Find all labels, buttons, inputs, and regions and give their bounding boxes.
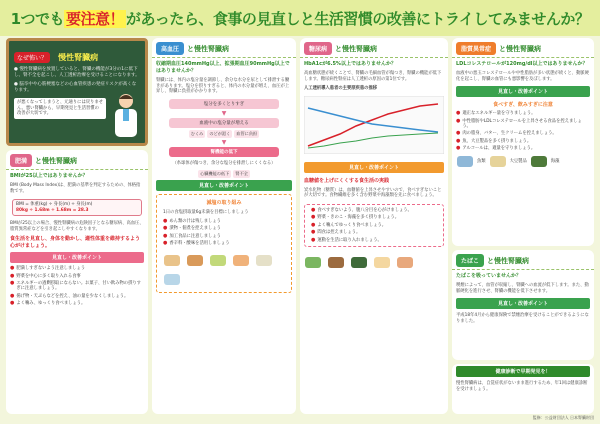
fat-title: 食べすぎ、飲みすぎに注意 xyxy=(493,102,553,109)
dyslipidemia-title: と慢性腎臓病 xyxy=(499,44,542,53)
sugar-tip-text: 食べすぎないよう、腹八分目を心がけましょう。 xyxy=(317,207,412,213)
flow-end-item: 心臓機能の低下 xyxy=(200,171,230,177)
fat-item xyxy=(452,110,594,117)
salt-item-text: 香辛料・酸味を活用しましょう xyxy=(169,241,230,247)
diabetes-point-bar: 見直し・改善ポイント xyxy=(304,162,444,173)
flow-item: 血管に負担 xyxy=(236,130,258,136)
diabetes-text: 高血糖状態が続くことで、腎臓の毛細血管が傷つき、腎臓の機能が低下します。糖尿病性腎症は人工透析の原因の第1位です。 xyxy=(304,71,442,82)
diabetes-food-images xyxy=(300,250,448,273)
bullet-icon: ● xyxy=(456,145,461,152)
sugar-tip-text: 野菜・きのこ・海藻を多く摂りましょう。 xyxy=(317,215,400,221)
chalk-heading: 慢性腎臓病 xyxy=(58,53,99,62)
fat-item-text: アルコールは、適量を守りましょう。 xyxy=(462,146,536,152)
sugar-tip xyxy=(307,222,441,229)
flow-end-item: 腎不全 xyxy=(235,171,248,177)
tobacco-header xyxy=(452,250,594,270)
sugar-tip-text: 運動を生活に取り入れましょう。 xyxy=(317,237,382,243)
hypertension-panel xyxy=(152,38,296,414)
meal-icon xyxy=(397,257,413,268)
sugar-title: 血糖値を上げにくくする食生活の実践 xyxy=(304,177,390,184)
fat-item-text: 中性脂肪やLDLコレステロールを上昇させる食品を控えましょう。 xyxy=(462,118,582,129)
bmi-example: 80kg ÷ 1.68m ÷ 1.68m = 28.3 xyxy=(16,207,89,213)
seaweed-icon xyxy=(351,257,367,268)
obesity-point-bar: 見直し・改善ポイント xyxy=(10,252,144,263)
title-suffix: があったら、食事の見直しと生活習慣の改善にトライしてみませんか？ xyxy=(126,9,590,28)
obesity-panel xyxy=(6,150,148,414)
bullet-icon: ● xyxy=(10,280,15,286)
title-prefix: 1つでも xyxy=(10,9,64,28)
flow-mid: 血液中の塩分量が増える xyxy=(169,118,279,128)
fat-item-text: 肉の脂身、バター、生クリームを控えましょう。 xyxy=(462,131,557,137)
column-hypertension xyxy=(152,38,296,418)
bullet-icon: ● xyxy=(163,225,168,232)
bullet-icon: ● xyxy=(10,300,15,307)
obesity-tip-text: よく噛み、ゆっくり食べましょう。 xyxy=(16,301,86,307)
salt-title: 減塩の取り組み xyxy=(206,200,242,207)
sugar-tip xyxy=(307,214,441,221)
hypertension-point-bar: 見直し・改善ポイント xyxy=(156,180,292,191)
footer: 監修：公益財団法人 日本腎臓財団 xyxy=(532,415,594,420)
obesity-tip xyxy=(6,280,148,293)
checkup-bar: 健康診断で早期発見を！ xyxy=(456,366,590,377)
salt-item xyxy=(159,233,289,240)
flow-note: （糸球体が傷つき、余分な塩分を排泄しにくくなる） xyxy=(172,160,276,166)
obesity-tip-text: 揚げ物・天ぷらなどを控え、油の量を少なくしましょう。 xyxy=(16,293,129,299)
sugar-tips-box xyxy=(304,204,444,247)
chalkboard xyxy=(6,38,148,146)
fat-item xyxy=(452,130,594,137)
bullet-icon: ● xyxy=(163,217,168,224)
salt-item-text: 加工食品に注意しましょう xyxy=(169,233,221,239)
chart-caption: 人工透析導入患者の主要原疾患の推移 xyxy=(304,86,378,92)
hypertension-header xyxy=(152,38,296,58)
arrow-down-icon: ▼ xyxy=(221,138,227,146)
fish-icon xyxy=(457,156,473,167)
chalk-note: が悪くなってしまうと、元通りには戻りません。悪い腎臓から、早期発見と生活習慣の改善が大切です。 xyxy=(14,98,106,119)
diabetes-tag: 糖尿病 xyxy=(304,42,332,55)
tobacco-question: たばこを吸っていませんか？ xyxy=(456,273,522,279)
fat-item-text: 魚、大豆製品を多く摂りましょう。 xyxy=(462,138,532,144)
food-label: 大豆製品 xyxy=(509,159,527,165)
fat-item xyxy=(452,118,594,131)
page-title xyxy=(11,8,590,29)
tobacco-panel xyxy=(452,250,594,360)
bullet-icon: ● xyxy=(163,240,168,247)
hypertension-question: 収縮期血圧140mmHg以上、拡張期血圧90mmHg以上ではありませんか？ xyxy=(156,61,290,74)
bullet-icon: ● xyxy=(311,214,316,221)
mushroom-icon xyxy=(328,257,344,268)
dyslipidemia-header xyxy=(452,38,594,58)
pickles-icon xyxy=(210,255,226,266)
title-bar xyxy=(0,0,600,36)
tobacco-tag: たばこ xyxy=(456,254,484,267)
salt-item xyxy=(159,240,289,247)
hypertension-tag: 高血圧 xyxy=(156,42,184,55)
salt-item xyxy=(159,218,289,225)
title-highlight: 要注意！ xyxy=(66,9,125,28)
bullet-icon: ● xyxy=(10,272,15,279)
diabetes-title: と慢性腎臓病 xyxy=(335,44,378,53)
bullet-icon: ● xyxy=(163,232,168,239)
dyslipidemia-panel xyxy=(452,38,594,246)
fat-item-text: 適正なエネルギー量を守りましょう。 xyxy=(462,111,536,117)
chalk-question-badge: なぜ怖い？ xyxy=(14,52,50,63)
bullet-icon: ● xyxy=(456,137,461,144)
flow-item: むくみ xyxy=(190,130,204,136)
obesity-title: と慢性腎臓病 xyxy=(35,156,78,165)
obesity-body-text: BMIが25以上の場合、慢性腎臓病の危険因子となる糖尿病、高血圧、脂質異常症などを引き起こしやすくなります。 xyxy=(10,221,144,232)
bullet-icon: ● xyxy=(10,265,15,272)
hypertension-text: 腎臓には、体内の塩分量を調節し、余分な水分を尿として排泄する働きがあります。塩分を摂りすぎると、体内の水分量が増え、血圧が上昇し、腎臓に負担がかかります。 xyxy=(156,78,290,95)
sugar-tip xyxy=(307,229,441,236)
bullet-icon: ● xyxy=(456,130,461,137)
obesity-tip-text: エネルギーの過剰摂取にならない。お菓子、甘い飲み物の摂りすぎに注意しましょう。 xyxy=(16,281,141,292)
bullet-icon: ● xyxy=(311,206,316,213)
dyslipidemia-question: LDLコレステロールが120mg/dl以上ではありませんか？ xyxy=(456,61,588,67)
rice-icon xyxy=(374,257,390,268)
salt-item-text: めん類の汁は残しましょう xyxy=(169,218,221,224)
dialysis-trend-chart xyxy=(304,96,444,154)
dyslipidemia-point-bar: 見直し・改善ポイント xyxy=(456,86,590,97)
flow-item: のどが渇く xyxy=(209,130,231,136)
food-label: 魚類 xyxy=(477,159,486,165)
salt-text: 1日の食塩摂取量6g未満を目標にしましょう xyxy=(163,210,249,216)
salt-box xyxy=(156,194,292,292)
obesity-header xyxy=(6,150,148,170)
bullet-icon: ● xyxy=(311,229,316,236)
flow-bottom: 腎機能の低下 xyxy=(169,147,279,157)
obesity-tip xyxy=(6,265,148,272)
obesity-tip xyxy=(6,293,148,300)
sugar-text: 炭水化物（糖質）は、血糖値を上昇させやすいので、食べすぎないことが大切です。食物繊維を多く含む野菜や海藻類を先に食べましょう。 xyxy=(304,187,442,199)
bmi-formula: BMI = 体重(kg) ÷ 身長(m) ÷ 身長(m) xyxy=(16,202,93,208)
seaweed-icon xyxy=(531,156,547,167)
chalk-paragraph-2: ● 脳卒中や心筋梗塞などの心血管疾患の発症リスクが高くなります。 xyxy=(14,82,137,93)
bullet-icon: ● xyxy=(456,110,461,117)
food-label: 海藻 xyxy=(550,159,560,165)
obesity-tip xyxy=(6,273,148,280)
obesity-red-text: 食生活を見直し、身体を動かし、適性体重を維持するよう心がけましょう。 xyxy=(10,236,141,250)
bmi-formula-box xyxy=(12,199,142,216)
bullet-icon: ● xyxy=(456,117,461,124)
hypertension-title: と慢性腎臓病 xyxy=(187,44,230,53)
food-images xyxy=(159,248,289,290)
sugar-tip-text: よく噛んでゆっくり食べましょう。 xyxy=(317,222,387,228)
tofu-icon xyxy=(490,156,506,167)
column-obesity xyxy=(6,38,148,418)
tobacco-text: 喫煙によって、血管が収縮し、腎臓への血流が低下します。また、動脈硬化を進行させ、腎臓の機能を低下させます。 xyxy=(456,283,589,294)
tobacco-title: と慢性腎臓病 xyxy=(487,256,530,265)
salt-item-text: 漬物・佃煮を控えましょう xyxy=(169,226,221,232)
diabetes-panel xyxy=(300,38,448,414)
sugar-tip-text: 間食は控えましょう。 xyxy=(317,230,361,236)
bullet-icon: ● xyxy=(10,292,15,299)
diabetes-header xyxy=(300,38,448,58)
bullet-icon: ● xyxy=(311,221,316,228)
column-diabetes xyxy=(300,38,448,418)
salt-item xyxy=(159,225,289,232)
fat-item xyxy=(452,145,594,152)
flow-row xyxy=(152,130,296,138)
diabetes-question: HbA1cが6.5%以上ではありませんか？ xyxy=(304,61,396,67)
checkup-panel xyxy=(452,364,594,414)
bread-icon xyxy=(187,255,203,266)
bmi-question: BMIが25以上ではありませんか？ xyxy=(10,173,88,179)
column-dyslipidemia xyxy=(452,38,594,418)
ramen-icon xyxy=(164,255,180,266)
arrow-down-icon: ▼ xyxy=(221,109,227,117)
dyslipidemia-text: 血液中の悪玉コレステロールや中性脂肪が多い状態が続くと、動脈硬化を起こし、腎臓の血管にも悪影響を及ぼします。 xyxy=(456,71,589,82)
fat-food-row xyxy=(452,153,594,170)
fat-item xyxy=(452,138,594,145)
fish-icon xyxy=(164,274,180,285)
dyslipidemia-tag: 脂質異常症 xyxy=(456,42,496,55)
tobacco-point-bar: 見直し・改善ポイント xyxy=(456,298,590,309)
tobacco-tip: 平成18年4月から健康保険で禁煙治療を受けることができるようになりました。 xyxy=(456,313,589,324)
flow-end-row xyxy=(152,170,296,178)
obesity-tip-text: 野菜を中心に多く取り入れる食事 xyxy=(16,273,81,279)
rice-icon xyxy=(256,255,272,266)
sugar-tip xyxy=(307,207,441,214)
doctor-illustration-icon xyxy=(109,91,143,139)
obesity-tag: 肥満 xyxy=(10,154,32,167)
checkup-text: 慢性腎臓病は、自覚症状がないまま進行するため、年1回は健康診断を受けましょう。 xyxy=(456,381,588,392)
bmi-description: BMI (Body Mass Index)は、肥満の基準を判定するための、体格指数です。 xyxy=(10,183,141,194)
obesity-tip-text: 肥満しすぎないよう注意しましょう xyxy=(16,266,86,272)
flow-top: 塩分を多くとりすぎ xyxy=(169,99,279,109)
obesity-tip xyxy=(6,300,148,307)
ham-icon xyxy=(233,255,249,266)
sugar-tip xyxy=(307,237,441,244)
chalk-paragraph-1: ● 慢性腎臓病を放置していると、腎臓の機能が3分の1に低下し、腎不全を起こし、人工透析治療を受けることになります。 xyxy=(14,67,140,78)
vegetable-icon xyxy=(305,257,321,268)
bullet-icon: ● xyxy=(311,236,316,243)
